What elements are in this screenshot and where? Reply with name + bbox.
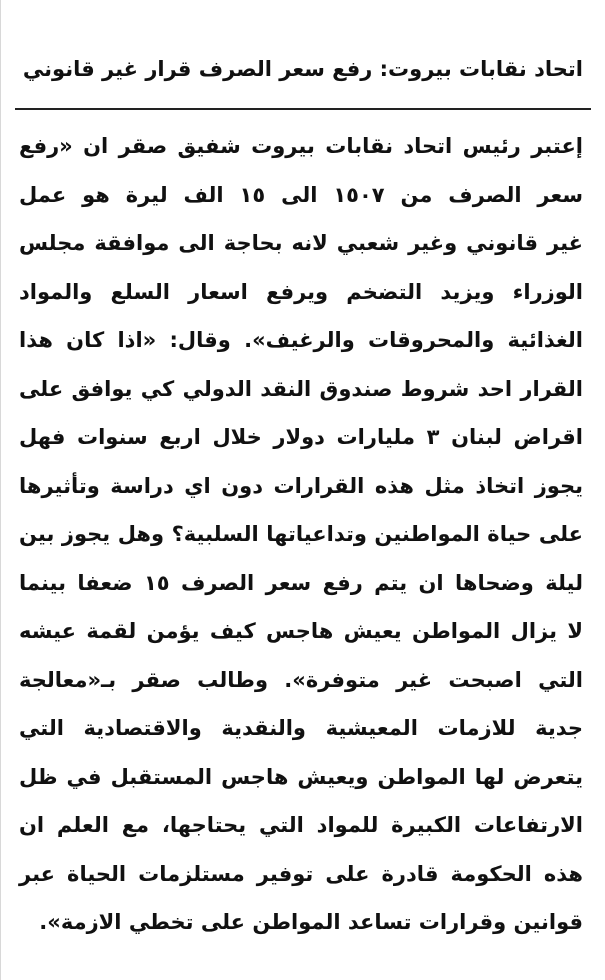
body-line: على حياة المواطنين وتداعياتها السلبية؟ وهل يجوز بين xyxy=(19,522,583,546)
body-line: جدية للازمات المعيشية والنقدية والاقتصادية التي xyxy=(19,716,583,740)
body-line: يجوز اتخاذ مثل هذه القرارات دون اي دراسة وتأثيرها xyxy=(19,473,583,498)
body-line: الغذائية والمحروقات والرغيف». وقال: «اذا كان هذا xyxy=(19,328,583,352)
body-line: غير قانوني وغير شعبي لانه بحاجة الى موافقة مجلس xyxy=(19,231,583,255)
headline-divider xyxy=(15,108,591,110)
body-line: هذه الحكومة قادرة على توفير مستلزمات الحياة عبر xyxy=(19,861,583,886)
body-line: سعر الصرف من ١٥٠٧ الى ١٥ الف ليرة هو عمل xyxy=(19,182,584,207)
body-line: اقراض لبنان ٣ مليارات دولار خلال اربع سنوات فهل xyxy=(19,425,584,449)
body-line: التي اصبحت غير متوفرة». وطالب صقر بـ«معالجة xyxy=(19,667,583,692)
body-line: إعتبر رئيس اتحاد نقابات بيروت شفيق صقر ان «رفع xyxy=(19,134,583,158)
body-line: يتعرض لها المواطن ويعيش هاجس المستقبل في ظل xyxy=(19,764,583,789)
article-headline: اتحاد نقابات بيروت: رفع سعر الصرف قرار غير قانوني xyxy=(22,57,583,81)
body-line: لا يزال المواطن يعيش هاجس كيف يؤمن لقمة عيشه xyxy=(19,619,583,643)
article-body xyxy=(19,122,583,947)
body-line: قوانين وقرارات تساعد المواطن على تخطي الازمة». xyxy=(39,910,583,934)
body-line: الوزراء ويزيد التضخم ويرفع اسعار السلع والمواد xyxy=(19,279,583,304)
body-line: ليلة وضحاها ان يتم رفع سعر الصرف ١٥ ضعفا بينما xyxy=(19,570,584,595)
body-line: القرار احد شروط صندوق النقد الدولي كي يوافق على xyxy=(19,376,583,401)
body-line: الارتفاعات الكبيرة للمواد التي يحتاجها، مع العلم ان xyxy=(19,813,583,837)
